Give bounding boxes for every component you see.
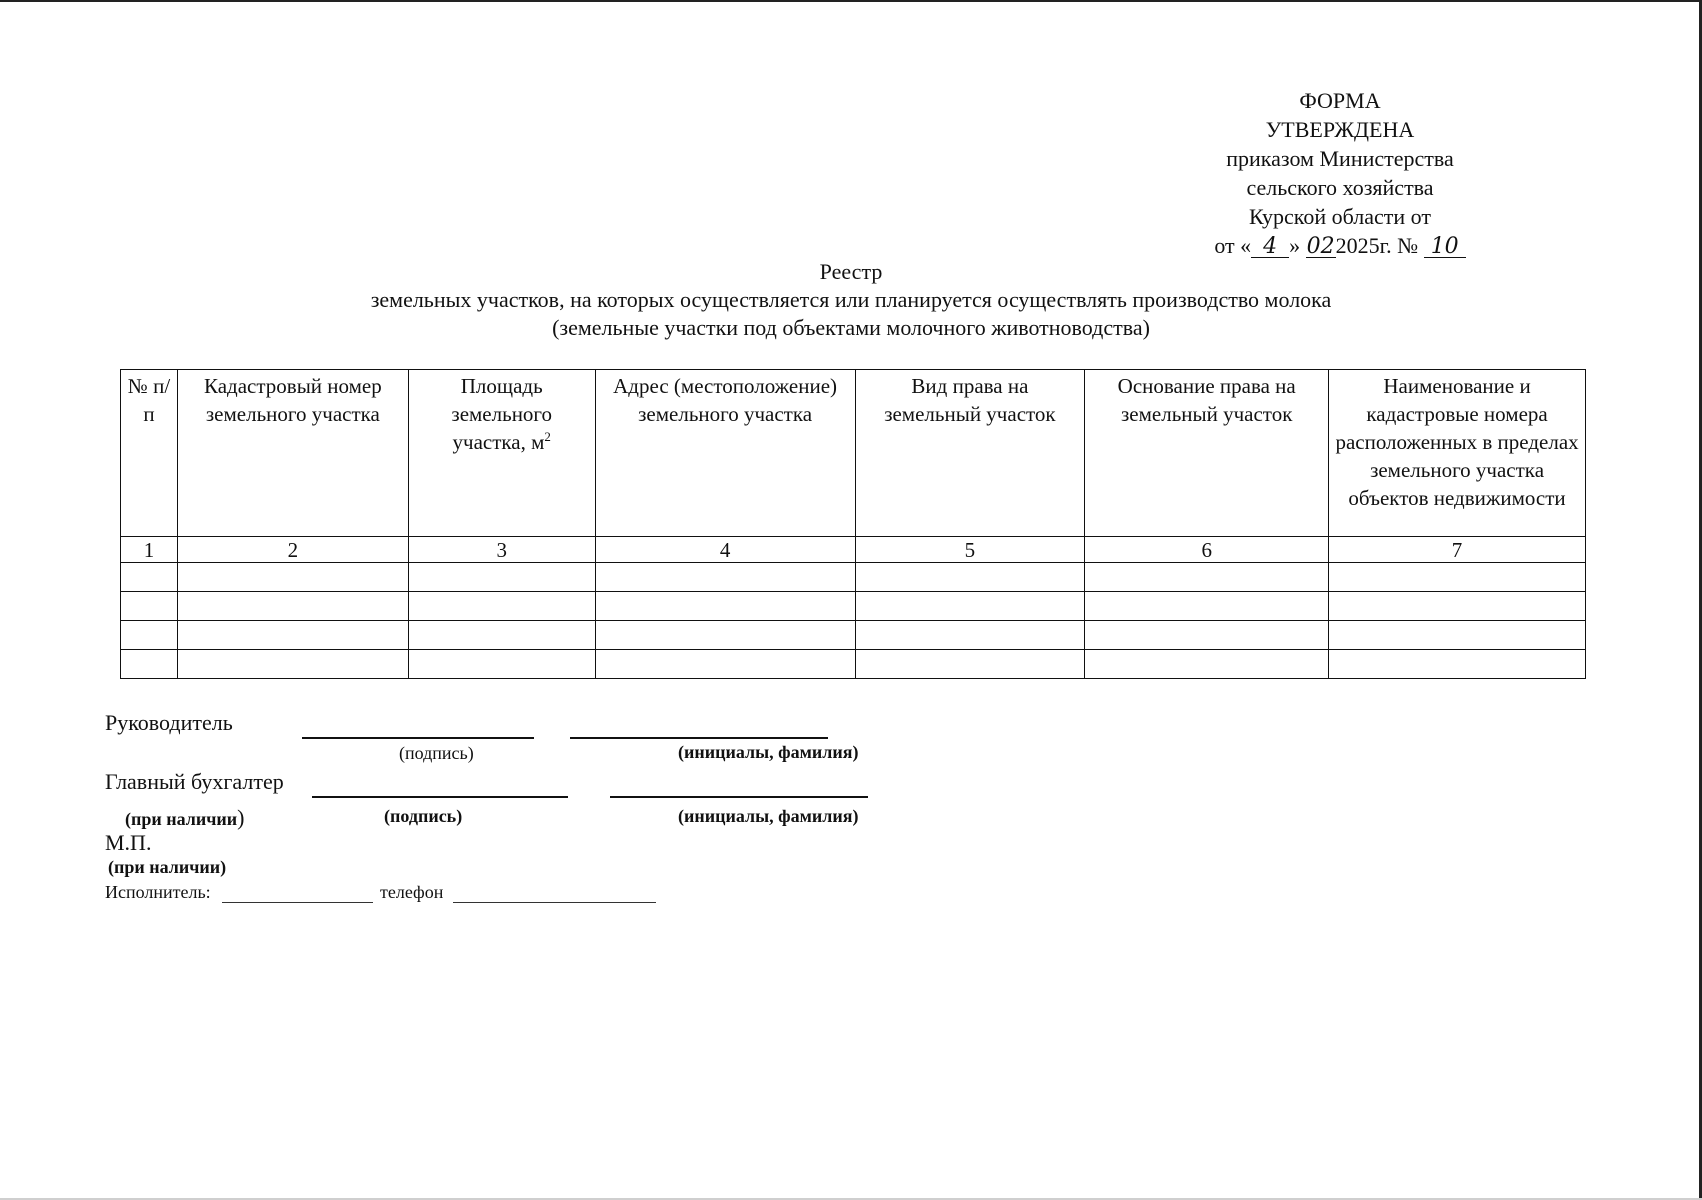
accountant-signature-line[interactable]: [312, 796, 568, 798]
date-year: 2025г. №: [1335, 233, 1419, 258]
empty-cell[interactable]: [408, 621, 595, 650]
date-prefix: от «: [1214, 233, 1252, 258]
empty-cell[interactable]: [177, 650, 408, 679]
header-number: № п/п: [121, 370, 178, 537]
empty-cell[interactable]: [121, 563, 178, 592]
executor-label: Исполнитель:: [105, 882, 211, 902]
header-address: Адрес (местоположение) земельного участка: [595, 370, 855, 537]
date-day-handwritten: 4: [1251, 237, 1289, 258]
empty-cell[interactable]: [1085, 650, 1329, 679]
document-title: [0, 258, 1702, 342]
empty-cell[interactable]: [595, 650, 855, 679]
approval-date-line: [1180, 231, 1500, 260]
column-number: 5: [855, 537, 1085, 563]
empty-cell[interactable]: [1329, 650, 1586, 679]
title-registry: Реестр: [819, 259, 883, 284]
empty-cell[interactable]: [1329, 592, 1586, 621]
empty-cell[interactable]: [177, 592, 408, 621]
header-area: Площадь земельного участка, $м^2$: [408, 370, 595, 537]
table-row: [121, 563, 1586, 592]
table-row: [121, 592, 1586, 621]
header-right-basis: Основание права на земельный участок: [1085, 370, 1329, 537]
title-subject: земельных участков, на которых осуществляется или планируется осуществлять производство молока: [370, 287, 1332, 312]
column-number: 2: [177, 537, 408, 563]
head-initials-caption: (инициалы, фамилия): [678, 742, 859, 762]
head-signature-line[interactable]: [302, 737, 534, 739]
accountant-signature-caption: (подпись): [384, 806, 463, 826]
stamp-if-any: (при наличии): [108, 857, 227, 877]
executor-line[interactable]: [222, 902, 373, 903]
order-number-handwritten: 10: [1424, 237, 1466, 258]
date-month-handwritten: 02: [1306, 234, 1335, 259]
accountant-initials-line[interactable]: [610, 796, 868, 798]
stamp-label: М.П.: [105, 830, 152, 855]
head-signature-caption: (подпись): [399, 743, 474, 763]
empty-cell[interactable]: [121, 621, 178, 650]
empty-cell[interactable]: [121, 592, 178, 621]
head-label: Руководитель: [105, 710, 233, 735]
empty-cell[interactable]: [1085, 621, 1329, 650]
approval-region-line: Курской области от: [1249, 204, 1431, 229]
header-objects: Наименование и кадастровые номера расположенных в пределах земельного участка объектов недвижимости: [1329, 370, 1586, 537]
approval-form-label: ФОРМА: [1299, 88, 1381, 113]
empty-cell[interactable]: [408, 592, 595, 621]
empty-cell[interactable]: [855, 592, 1085, 621]
approval-block: [1180, 86, 1500, 260]
approval-approved-label: УТВЕРЖДЕНА: [1265, 117, 1415, 142]
empty-cell[interactable]: [408, 563, 595, 592]
column-number: 7: [1329, 537, 1586, 563]
empty-cell[interactable]: [1329, 563, 1586, 592]
empty-cell[interactable]: [595, 563, 855, 592]
empty-cell[interactable]: [855, 650, 1085, 679]
empty-cell[interactable]: [121, 650, 178, 679]
page-border-top: [0, 0, 1702, 2]
approval-order-line: приказом Министерства: [1226, 146, 1454, 171]
title-note: (земельные участки под объектами молочного животноводства): [552, 315, 1150, 340]
empty-cell[interactable]: [855, 563, 1085, 592]
phone-line[interactable]: [453, 902, 656, 903]
empty-cell[interactable]: [177, 621, 408, 650]
head-initials-line[interactable]: [570, 737, 828, 739]
table-header-row: [121, 370, 1586, 537]
registry-table: [120, 369, 1586, 679]
header-cadastral-number: Кадастровый номер земельного участка: [177, 370, 408, 537]
column-number: 6: [1085, 537, 1329, 563]
accountant-label: Главный бухгалтер: [105, 769, 284, 794]
column-number: 1: [121, 537, 178, 563]
column-number: 3: [408, 537, 595, 563]
accountant-if-any: (при наличии): [125, 805, 245, 830]
empty-cell[interactable]: [408, 650, 595, 679]
empty-cell[interactable]: [855, 621, 1085, 650]
empty-cell[interactable]: [1085, 592, 1329, 621]
column-number: 4: [595, 537, 855, 563]
empty-cell[interactable]: [177, 563, 408, 592]
approval-ministry-line: сельского хозяйства: [1246, 175, 1434, 200]
table-row: [121, 621, 1586, 650]
empty-cell[interactable]: [1085, 563, 1329, 592]
column-number-row: [121, 537, 1586, 563]
table-row: [121, 650, 1586, 679]
accountant-initials-caption: (инициалы, фамилия): [678, 806, 859, 826]
empty-cell[interactable]: [595, 621, 855, 650]
phone-label: телефон: [380, 882, 444, 902]
header-right-type: Вид права на земельный участок: [855, 370, 1085, 537]
date-mid: »: [1289, 233, 1301, 258]
empty-cell[interactable]: [595, 592, 855, 621]
empty-cell[interactable]: [1329, 621, 1586, 650]
